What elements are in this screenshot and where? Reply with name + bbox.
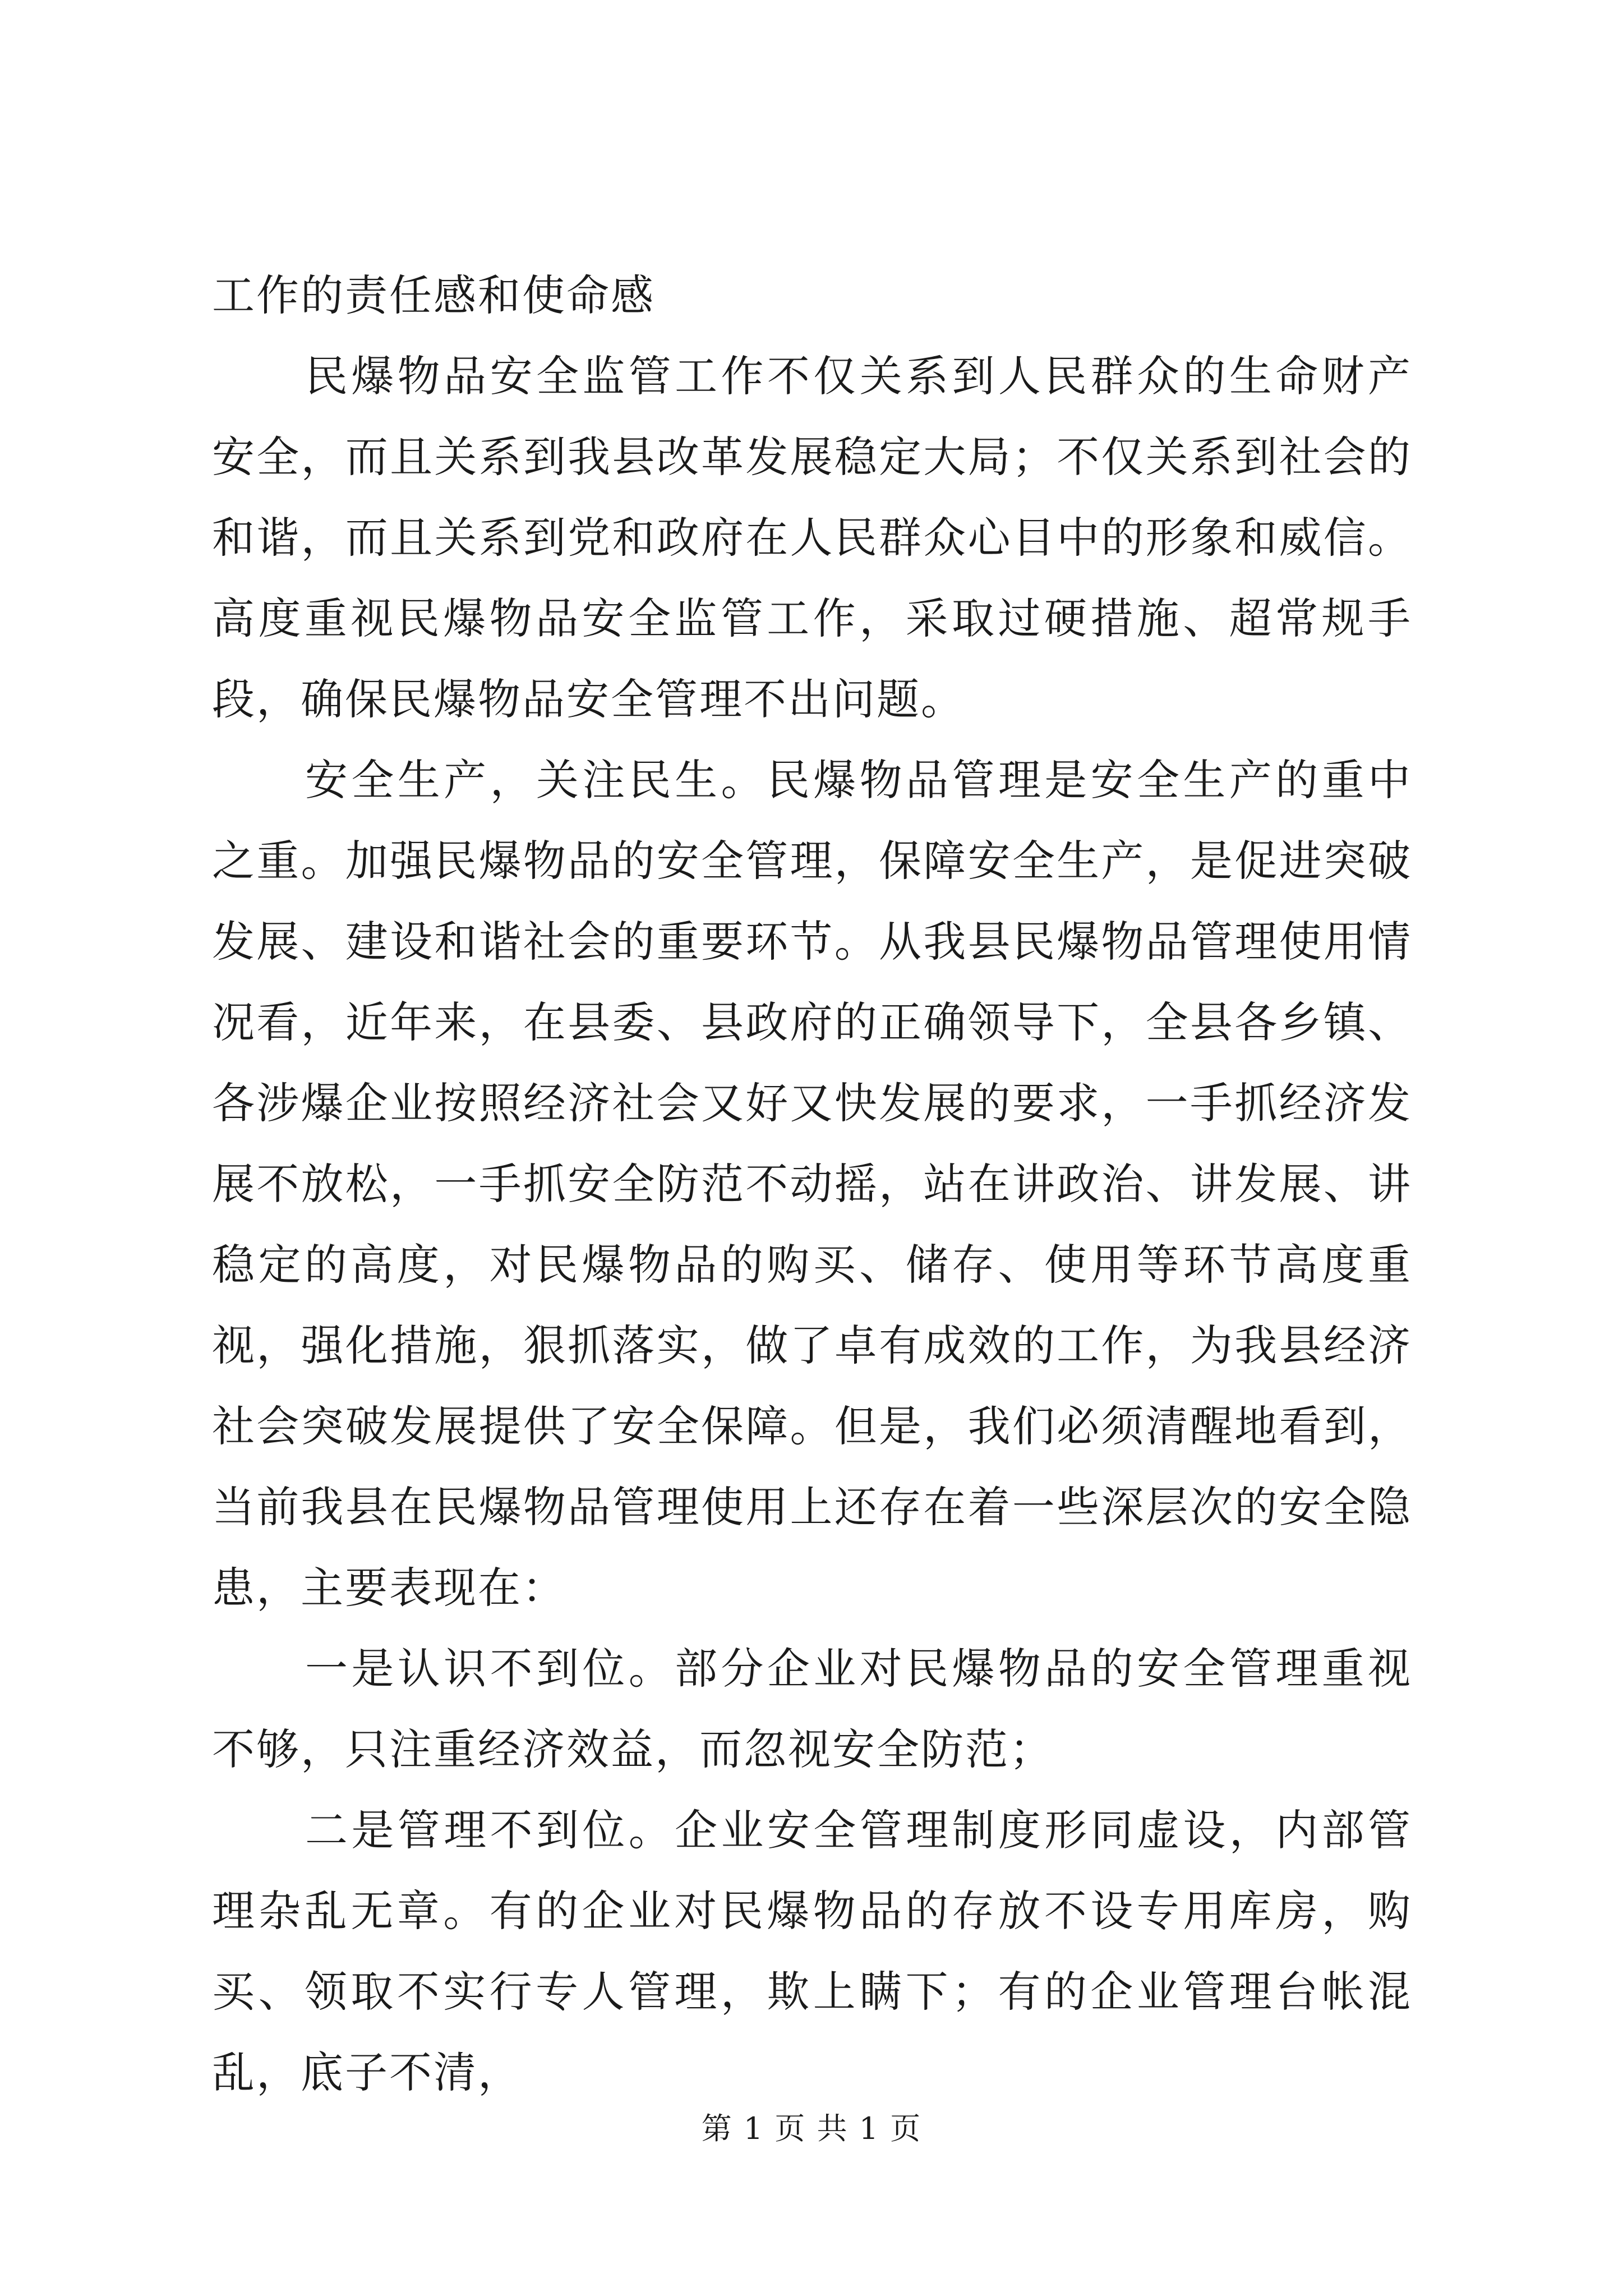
paragraph-continuation: 工作的责任感和使命感 <box>212 270 655 320</box>
paragraph-management-issue: 二是管理不到位。企业安全管理制度形同虚设，内部管理杂乱无章。有的企业对民爆物品的存放不设专用库房，购买、领取不实行专人管理，欺上瞒下；有的企业管理台帐混乱，底子不清， <box>212 1805 1412 2097</box>
paragraph-awareness-issue: 一是认识不到位。部分企业对民爆物品的安全管理重视不够，只注重经济效益，而忽视安全防范； <box>212 1644 1412 1774</box>
paragraph-safe-production: 安全生产，关注民生。民爆物品管理是安全生产的重中之重。加强民爆物品的安全管理，保障安全生产，是促进突破发展、建设和谐社会的重要环节。从我县民爆物品管理使用情况看，近年来，在县委、县政府的正确领导下，全县各乡镇、各涉爆企业按照经济社会又好又快发展的要求，一手抓经济发展不放松，一手抓安全防范不动摇，站在讲政治、讲发展、讲稳定的高度，对民爆物品的购买、储存、使用等环节高度重视，强化措施，狠抓落实，做了卓有成效的工作，为我县经济社会突破发展提供了安全保障。但是，我们必须清醒地看到，当前我县在民爆物品管理使用上还存在着一些深层次的安全隐患，主要表现在： <box>212 755 1412 1613</box>
document-body <box>212 255 1412 2113</box>
paragraph-safety-supervision: 民爆物品安全监管工作不仅关系到人民群众的生命财产安全，而且关系到我县改革发展稳定大局；不仅关系到社会的和谐，而且关系到党和政府在人民群众心目中的形象和威信。高度重视民爆物品安全监管工作，采取过硬措施、超常规手段，确保民爆物品安全管理不出问题。 <box>212 351 1412 724</box>
page-footer: 第 1 页 共 1 页 <box>701 2111 922 2146</box>
